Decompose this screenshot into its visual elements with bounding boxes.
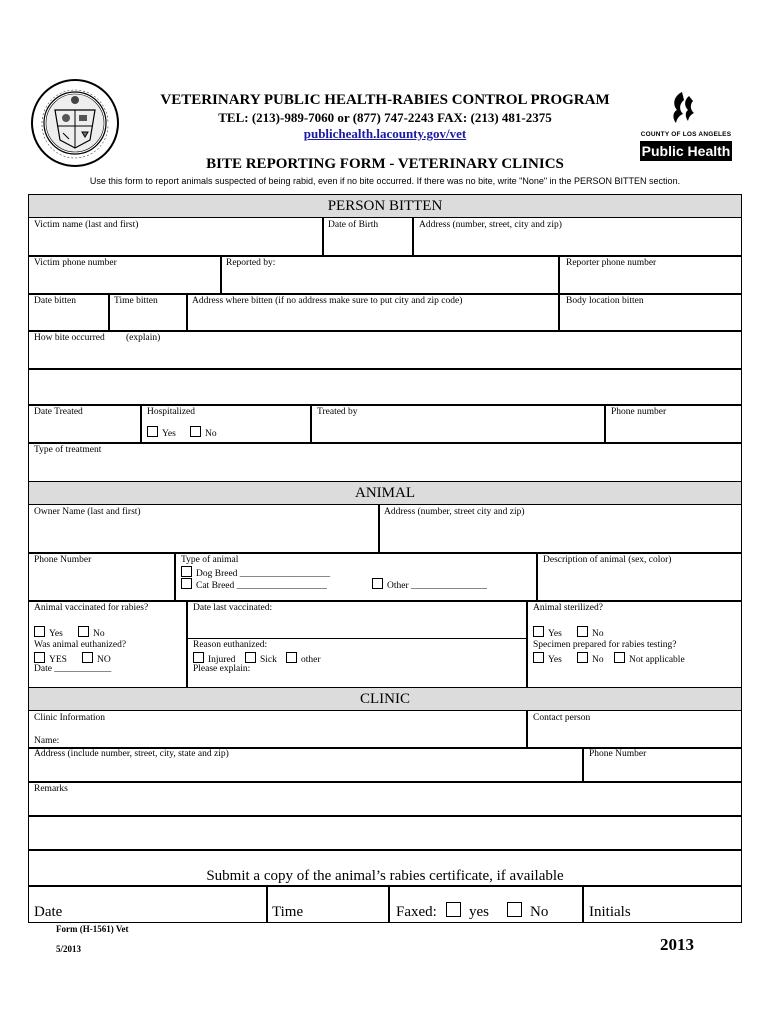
section-animal: ANIMAL <box>28 481 742 505</box>
form-revision: 5/2013 <box>56 944 82 954</box>
label-date-treated: Date Treated <box>34 407 83 417</box>
option-label: Other ________________ <box>387 581 488 591</box>
other-reason-option[interactable] <box>286 652 321 665</box>
option-label: No <box>592 629 604 639</box>
label-was-euthanized: Was animal euthanized? <box>34 640 127 650</box>
label-faxed: Faxed: <box>396 904 437 920</box>
specimen-no-option[interactable] <box>577 652 604 665</box>
label-reason-euthanized: Reason euthanized: <box>193 640 268 650</box>
label-initials: Initials <box>589 904 631 920</box>
option-label: Yes <box>548 655 562 665</box>
field-type-of-treatment[interactable] <box>28 442 742 482</box>
form-instructions: Use this form to report animals suspected of being rabid, even if no bite occurred. If there was no bite, write "None" in the PERSON BITTEN section. <box>89 176 681 186</box>
label-animal-description: Description of animal (sex, color) <box>543 555 672 565</box>
hospitalized-yes-option[interactable] <box>147 426 176 439</box>
checkbox[interactable] <box>245 652 256 663</box>
label-clinic-phone: Phone Number <box>589 749 647 759</box>
checkbox[interactable] <box>82 652 93 663</box>
program-title: VETERINARY PUBLIC HEALTH-RABIES CONTROL PROGRAM <box>160 92 610 108</box>
label-treatment-phone: Phone number <box>611 407 667 417</box>
label-reporter-phone: Reporter phone number <box>566 258 657 268</box>
label-clinic-name: Name: <box>34 736 60 746</box>
label-type-of-animal: Type of animal <box>181 555 239 565</box>
label-please-explain: Please explain: <box>193 664 251 674</box>
specimen-na-option[interactable] <box>614 652 685 665</box>
option-label: other <box>301 655 321 665</box>
checkbox[interactable] <box>614 652 625 663</box>
label-euthanized-date: Date ____________ <box>34 664 112 674</box>
label-body-location: Body location bitten <box>566 296 644 306</box>
label-remarks: Remarks <box>34 784 68 794</box>
label-submit-time: Time <box>272 904 304 920</box>
field-how-bite-occurred-line2[interactable] <box>28 368 742 406</box>
label-type-of-treatment: Type of treatment <box>34 445 102 455</box>
label-date-bitten: Date bitten <box>34 296 76 306</box>
option-label: Yes <box>548 629 562 639</box>
faxed-no-option[interactable] <box>507 902 548 921</box>
checkbox[interactable] <box>190 426 201 437</box>
field-remarks[interactable] <box>28 781 742 817</box>
checkbox[interactable] <box>193 652 204 663</box>
label-clinic-info: Clinic Information <box>34 713 105 723</box>
checkbox[interactable] <box>507 902 522 917</box>
label-how-bite-occurred: How bite occurred <box>34 333 105 343</box>
label-specimen: Specimen prepared for rabies testing? <box>533 640 677 650</box>
hospitalized-no-option[interactable] <box>190 426 217 439</box>
label-submit-date: Date <box>34 904 63 920</box>
public-health-logo-icon <box>668 90 696 126</box>
checkbox[interactable] <box>577 626 588 637</box>
checkbox[interactable] <box>577 652 588 663</box>
label-time-bitten: Time bitten <box>114 296 158 306</box>
checkbox[interactable] <box>181 578 192 589</box>
label-address: Address (number, street, city and zip) <box>419 220 562 230</box>
vaccinated-no-option[interactable] <box>78 626 105 639</box>
contact-numbers: TEL: (213)-989-7060 or (877) 747-2243 FAX: (213) 481-2375 <box>218 110 552 125</box>
option-label: Yes <box>49 629 63 639</box>
label-treated-by: Treated by <box>317 407 358 417</box>
option-label: Sick <box>260 655 277 665</box>
option-label: Injured <box>208 655 236 665</box>
label-hospitalized: Hospitalized <box>147 407 196 417</box>
label-victim-phone: Victim phone number <box>34 258 117 268</box>
option-label: Cat Breed ___________________ <box>196 581 327 591</box>
vaccinated-yes-option[interactable] <box>34 626 63 639</box>
option-label: No <box>93 629 105 639</box>
label-victim-name: Victim name (last and first) <box>34 220 139 230</box>
label-explain: (explain) <box>126 333 161 343</box>
checkbox[interactable] <box>446 902 461 917</box>
section-clinic: CLINIC <box>28 687 742 711</box>
checkbox[interactable] <box>34 626 45 637</box>
checkbox[interactable] <box>372 578 383 589</box>
label-contact-person: Contact person <box>533 713 591 723</box>
label-reported-by: Reported by: <box>226 258 276 268</box>
label-owner-phone: Phone Number <box>34 555 92 565</box>
faxed-yes-option[interactable] <box>446 902 489 921</box>
checkbox[interactable] <box>34 652 45 663</box>
checkbox[interactable] <box>286 652 297 663</box>
label-owner-name: Owner Name (last and first) <box>34 507 141 517</box>
section-person-bitten: PERSON BITTEN <box>28 194 742 218</box>
option-label: No <box>205 429 217 439</box>
option-label: Dog Breed ___________________ <box>196 569 331 579</box>
cat-option[interactable] <box>181 578 327 591</box>
label-vaccinated: Animal vaccinated for rabies? <box>34 603 149 613</box>
website-link[interactable]: publichealth.lacounty.gov/vet <box>303 126 467 141</box>
label-date-of-birth: Date of Birth <box>328 220 379 230</box>
form-year: 2013 <box>660 935 694 954</box>
sterilized-no-option[interactable] <box>577 626 604 639</box>
sterilized-yes-option[interactable] <box>533 626 562 639</box>
other-animal-option[interactable] <box>372 578 487 591</box>
label-date-last-vaccinated: Date last vaccinated: <box>193 603 273 613</box>
option-label: YES <box>49 655 67 665</box>
label-address-where-bitten: Address where bitten (if no address make sure to put city and zip code) <box>192 296 463 306</box>
checkbox[interactable] <box>533 626 544 637</box>
form-title: BITE REPORTING FORM - VETERINARY CLINICS <box>206 156 564 172</box>
checkbox[interactable] <box>533 652 544 663</box>
specimen-yes-option[interactable] <box>533 652 562 665</box>
option-label: Not applicable <box>629 655 685 665</box>
logo-public-health: Public Health <box>641 143 731 159</box>
option-label: No <box>592 655 604 665</box>
label-clinic-address: Address (include number, street, city, state and zip) <box>34 749 229 759</box>
option-label: No <box>530 904 549 920</box>
checkbox[interactable] <box>181 566 192 577</box>
label-sterilized: Animal sterilized? <box>533 603 603 613</box>
option-label: yes <box>469 904 489 920</box>
checkbox[interactable] <box>78 626 89 637</box>
option-label: Yes <box>162 429 176 439</box>
field-remarks-line2[interactable] <box>28 815 742 851</box>
form-number: Form (H-1561) Vet <box>56 924 129 934</box>
option-label: NO <box>97 655 111 665</box>
checkbox[interactable] <box>147 426 158 437</box>
rabies-certificate-note: Submit a copy of the animal’s rabies certificate, if available <box>206 868 564 884</box>
logo-county-text: COUNTY OF LOS ANGELES <box>640 131 732 138</box>
field-submit-date[interactable] <box>28 885 268 923</box>
label-owner-address: Address (number, street city and zip) <box>384 507 525 517</box>
